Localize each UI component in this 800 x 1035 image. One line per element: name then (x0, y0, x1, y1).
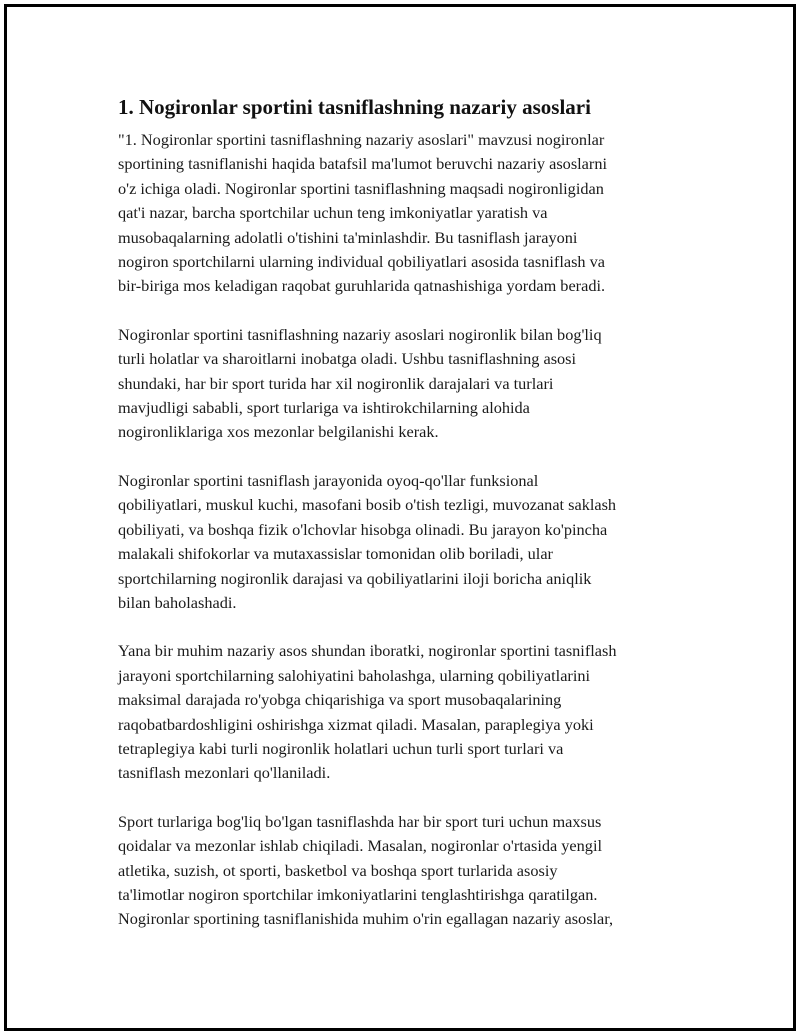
paragraph-line: raqobatbardoshligini oshirishga xizmat qiladi. Masalan, paraplegiya yoki (118, 714, 594, 734)
paragraph-line: musobaqalarning adolatli o'tishini ta'minlashdir. Bu tasniflash jarayoni (118, 227, 578, 247)
paragraph-3 (118, 469, 688, 615)
paragraph-line: mavjudligi sababli, sport turlariga va ishtirokchilarning alohida (118, 398, 530, 418)
paragraph-line: Sport turlariga bog'liq bo'lgan tasniflashda har bir sport turi uchun maxsus (118, 811, 602, 831)
document-body (118, 94, 688, 956)
paragraph-line: nogiron sportchilarni ularning individual qobiliyatlari asosida tasniflash va (118, 252, 605, 272)
paragraph-line: qobiliyatlari, muskul kuchi, masofani bosib o'tish tezligi, muvozanat saklash (118, 495, 617, 515)
paragraph-line: qat'i nazar, barcha sportchilar uchun teng imkoniyatlar yaratish va (118, 203, 548, 223)
paragraph-line: atletika, suzish, ot sporti, basketbol va boshqa sport turlarida asosiy (118, 860, 558, 880)
paragraph-line: bilan baholashadi. (118, 592, 237, 612)
paragraph-line: Nogironlar sportini tasniflash jarayonida oyoq-qo'llar funksional (118, 470, 539, 490)
paragraph-line: malakali shifokorlar va mutaxassislar tomonidan olib boriladi, ular (118, 544, 553, 564)
paragraph-line: tetraplegiya kabi turli nogironlik holatlari uchun turli sport turlari va (118, 738, 564, 758)
paragraph-4 (118, 639, 688, 785)
paragraph-line: sportining tasniflanishi haqida batafsil ma'lumot beruvchi nazariy asoslarni (118, 154, 607, 174)
paragraph-line: nogironliklariga xos mezonlar belgilanishi kerak. (118, 422, 439, 442)
paragraph-line: Yana bir muhim nazariy asos shundan iboratki, nogironlar sportini tasniflash (118, 641, 617, 661)
paragraph-5 (118, 810, 688, 932)
paragraph-2 (118, 323, 688, 445)
paragraph-line: Nogironlar sportini tasniflashning nazariy asoslari nogironlik bilan bog'liq (118, 324, 602, 344)
paragraph-1 (118, 128, 688, 299)
paragraph-line: tasniflash mezonlari qo'llaniladi. (118, 763, 331, 783)
paragraph-line: jarayoni sportchilarning salohiyatini baholashga, ularning qobiliyatlarini (118, 665, 591, 685)
paragraph-line: bir-biriga mos keladigan raqobat guruhlarida qatnashishiga yordam beradi. (118, 276, 606, 296)
paragraph-line: ta'limotlar nogiron sportchilar imkoniyatlarini tenglashtirishga qaratilgan. (118, 884, 598, 904)
paragraph-line: qobiliyati, va boshqa fizik o'lchovlar hisobga olinadi. Bu jarayon ko'pincha (118, 519, 608, 539)
paragraph-line: "1. Nogironlar sportini tasniflashning nazariy asoslari" mavzusi nogironlar (118, 130, 605, 149)
paragraph-line: turli holatlar va sharoitlarni inobatga oladi. Ushbu tasniflashning asosi (118, 349, 577, 369)
paragraph-line: sportchilarning nogironlik darajasi va qobiliyatlarini iloji boricha aniqlik (118, 568, 592, 588)
paragraph-line: qoidalar va mezonlar ishlab chiqiladi. Masalan, nogironlar o'rtasida yengil (118, 836, 602, 856)
paragraph-line: Nogironlar sportining tasniflanishida muhim o'rin egallagan nazariy asoslar, (118, 909, 614, 929)
paragraph-line: o'z ichiga oladi. Nogironlar sportini tasniflashning maqsadi nogironligidan (118, 178, 604, 198)
paragraph-line: shundaki, har bir sport turida har xil nogironlik darajalari va turlari (118, 373, 554, 393)
paragraph-line: maksimal darajada ro'yobga chiqarishiga va sport musobaqalarining (118, 690, 562, 710)
section-heading: 1. Nogironlar sportini tasniflashning nazariy asoslari (118, 95, 591, 119)
